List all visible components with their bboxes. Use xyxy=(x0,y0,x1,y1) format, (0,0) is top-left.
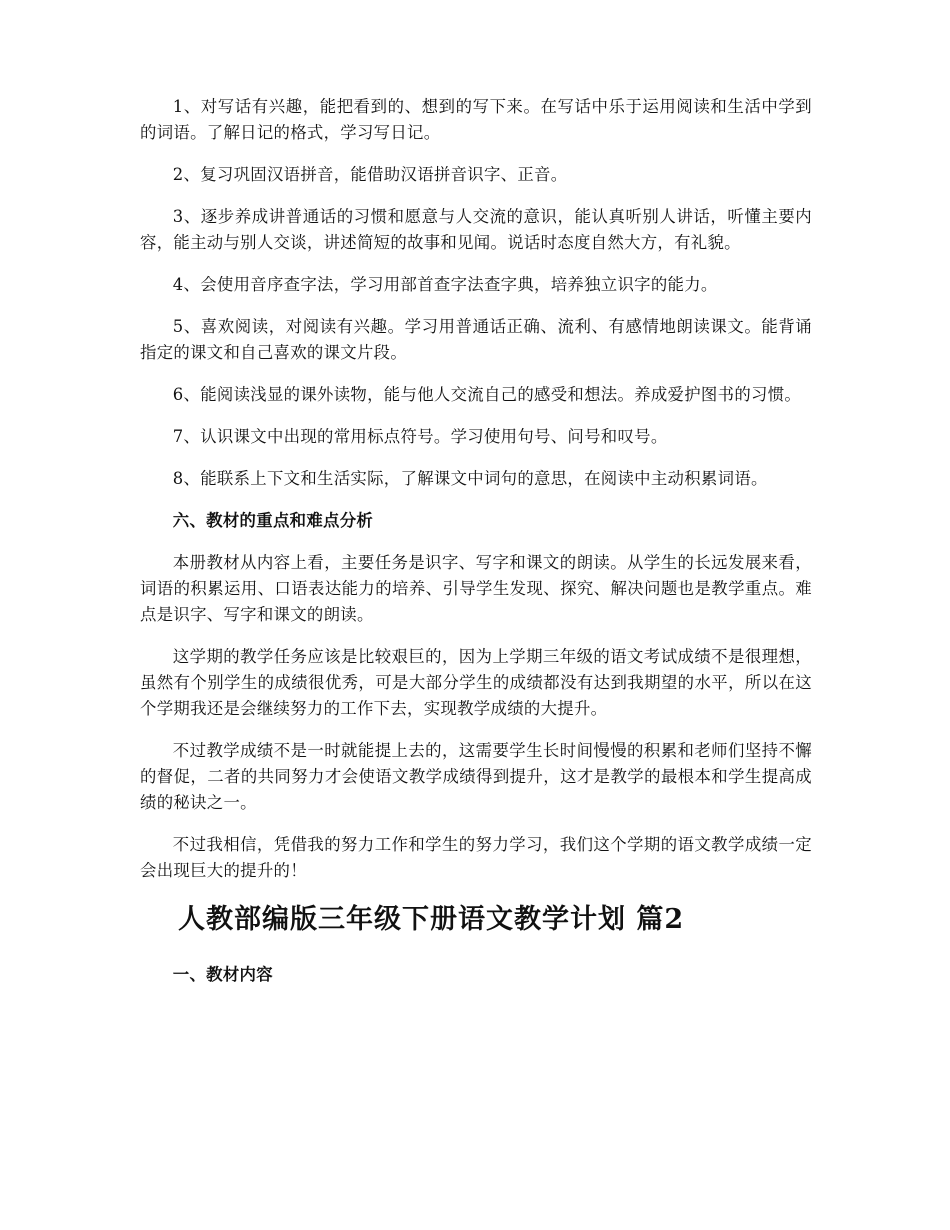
section-six-paragraph-1: 本册教材从内容上看，主要任务是识字、写字和课文的朗读。从学生的长远发展来看，词语的积累运用、口语表达能力的培养、引导学生发现、探究、解决问题也是教学重点。难点是识字、写字和课文的朗读。 xyxy=(140,553,812,624)
objective-item-5: 5、喜欢阅读，对阅读有兴趣。学习用普通话正确、流利、有感情地朗读课文。能背诵指定的课文和自己喜欢的课文片段。 xyxy=(140,317,812,362)
objective-item-3: 3、逐步养成讲普通话的习惯和愿意与人交流的意识，能认真听别人讲话，听懂主要内容，能主动与别人交谈，讲述简短的故事和见闻。说话时态度自然大方，有礼貌。 xyxy=(140,207,812,252)
objectives-list xyxy=(140,94,812,492)
article2-first-heading: 一、教材内容 xyxy=(172,965,273,984)
section-six-paragraph-3: 不过教学成绩不是一时就能提上去的，这需要学生长时间慢慢的积累和老师们坚持不懈的督促，二者的共同努力才会使语文教学成绩得到提升，这才是教学的最根本和学生提高成绩的秘诀之一。 xyxy=(140,741,812,812)
document-page xyxy=(140,94,812,1004)
objective-item-4: 4、会使用音序查字法，学习用部首查字法查字典，培养独立识字的能力。 xyxy=(172,275,718,294)
article-title: 人教部编版三年级下册语文教学计划 篇2 xyxy=(178,904,685,935)
objective-item-2: 2、复习巩固汉语拼音，能借助汉语拼音识字、正音。 xyxy=(172,165,568,184)
section-six-paragraph-4: 不过我相信，凭借我的努力工作和学生的努力学习，我们这个学期的语文教学成绩一定会出现巨大的提升的！ xyxy=(140,835,812,880)
section-six-body xyxy=(140,550,812,884)
section-six-heading: 六、教材的重点和难点分析 xyxy=(172,511,374,530)
objective-item-8: 8、能联系上下文和生活实际，了解课文中词句的意思，在阅读中主动积累词语。 xyxy=(172,469,768,488)
objective-item-1: 1、对写话有兴趣，能把看到的、想到的写下来。在写话中乐于运用阅读和生活中学到的词语。了解日记的格式，学习写日记。 xyxy=(140,97,812,142)
objective-item-7: 7、认识课文中出现的常用标点符号。学习使用句号、问号和叹号。 xyxy=(172,427,668,446)
objective-item-6: 6、能阅读浅显的课外读物，能与他人交流自己的感受和想法。养成爱护图书的习惯。 xyxy=(172,385,802,404)
section-six-paragraph-2: 这学期的教学任务应该是比较艰巨的，因为上学期三年级的语文考试成绩不是很理想，虽然有个别学生的成绩很优秀，可是大部分学生的成绩都没有达到我期望的水平，所以在这个学期我还是会继续努力的工作下去，实现教学成绩的大提升。 xyxy=(140,647,812,718)
